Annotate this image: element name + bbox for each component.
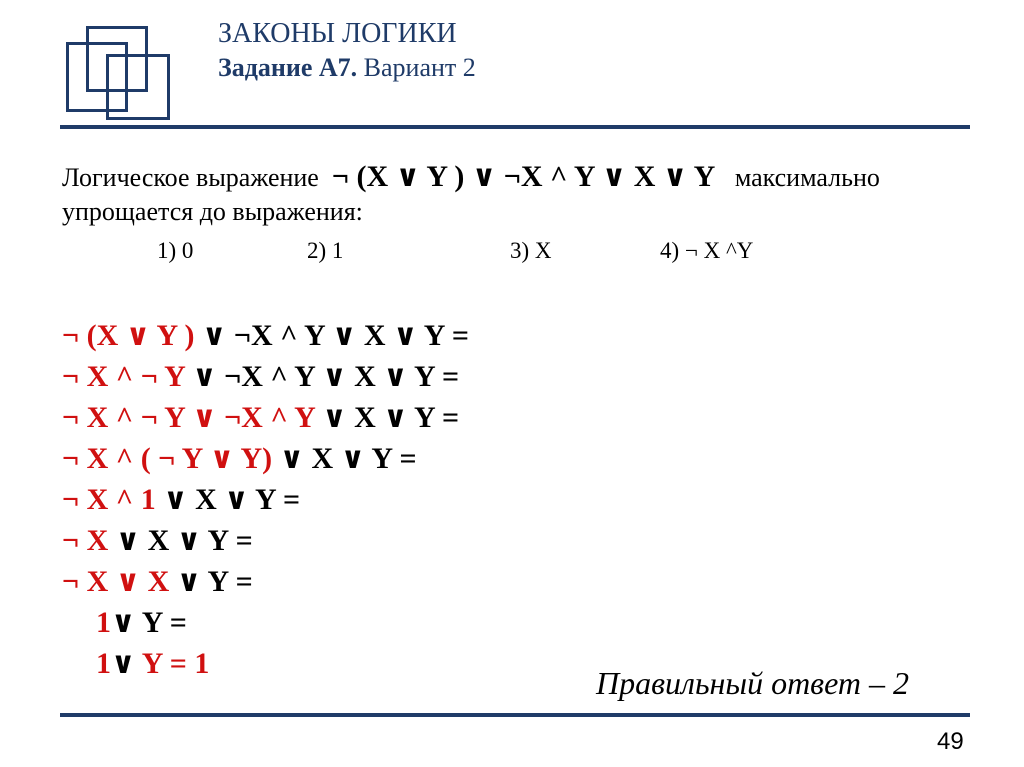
solution-segment: 1 [96, 647, 111, 680]
solution-segment: Y = 1 [141, 647, 210, 680]
option-3: 3) X [510, 238, 552, 263]
solution-segment: ∨ X ∨ Y = [108, 524, 253, 557]
option-2: 2) 1 [307, 238, 344, 263]
solution-segment: 1 [96, 606, 111, 639]
solution-segment: ¬ X ^ ( ¬ Y ∨ Y) [62, 442, 273, 475]
problem-statement [62, 160, 1007, 229]
slide-subtitle [218, 53, 476, 83]
solution-segment: ¬ X [62, 524, 109, 557]
solution-steps [62, 315, 469, 684]
solution-segment: ∨ X ∨ Y = [314, 401, 460, 434]
solution-step [62, 520, 469, 561]
option-1: 1) 0 [157, 238, 194, 263]
slide-title: ЗАКОНЫ ЛОГИКИ [218, 18, 457, 49]
page-number: 49 [937, 728, 964, 755]
solution-step [62, 643, 469, 684]
solution-segment: ¬ X ^ ¬ Y [62, 360, 185, 393]
solution-segment: ∨ Y = [111, 606, 187, 639]
variant-label: Вариант 2 [363, 53, 476, 82]
solution-segment: ∨ X ∨ Y = [272, 442, 417, 475]
answer-options [0, 238, 1024, 270]
solution-segment: ¬ X ^ 1 [62, 483, 156, 516]
solution-step [62, 479, 469, 520]
solution-step [62, 356, 469, 397]
logo [62, 22, 174, 122]
solution-step [62, 561, 469, 602]
problem-tail: максимально [734, 163, 880, 192]
solution-step [62, 397, 469, 438]
solution-segment: ¬ X ^ ¬ Y ∨ ¬X ^ Y [62, 401, 315, 434]
option-4: 4) ¬ X ^Y [660, 238, 754, 263]
solution-step [62, 315, 469, 356]
correct-answer: Правильный ответ – 2 [596, 665, 909, 701]
solution-segment: ∨ [111, 647, 142, 680]
problem-line2: упрощается до выражения: [62, 197, 363, 226]
top-divider [60, 125, 970, 129]
solution-segment: ∨ Y = [169, 565, 253, 598]
logo-square [106, 54, 170, 120]
solution-segment: ∨ ¬X ^ Y ∨ X ∨ Y = [194, 319, 469, 352]
problem-intro: Логическое выражение [62, 163, 319, 192]
bottom-divider [60, 713, 970, 717]
problem-expression: ¬ (X ∨ Y ) ∨ ¬X ^ Y ∨ X ∨ Y [331, 160, 716, 193]
task-label: Задание А7. [218, 53, 358, 82]
solution-segment: ¬ (X ∨ Y ) [62, 319, 195, 352]
solution-segment: ∨ X ∨ Y = [155, 483, 301, 516]
solution-segment: ¬ X ∨ X [62, 565, 170, 598]
solution-segment: ∨ ¬X ^ Y ∨ X ∨ Y = [184, 360, 460, 393]
solution-step [62, 602, 469, 643]
solution-step [62, 438, 469, 479]
